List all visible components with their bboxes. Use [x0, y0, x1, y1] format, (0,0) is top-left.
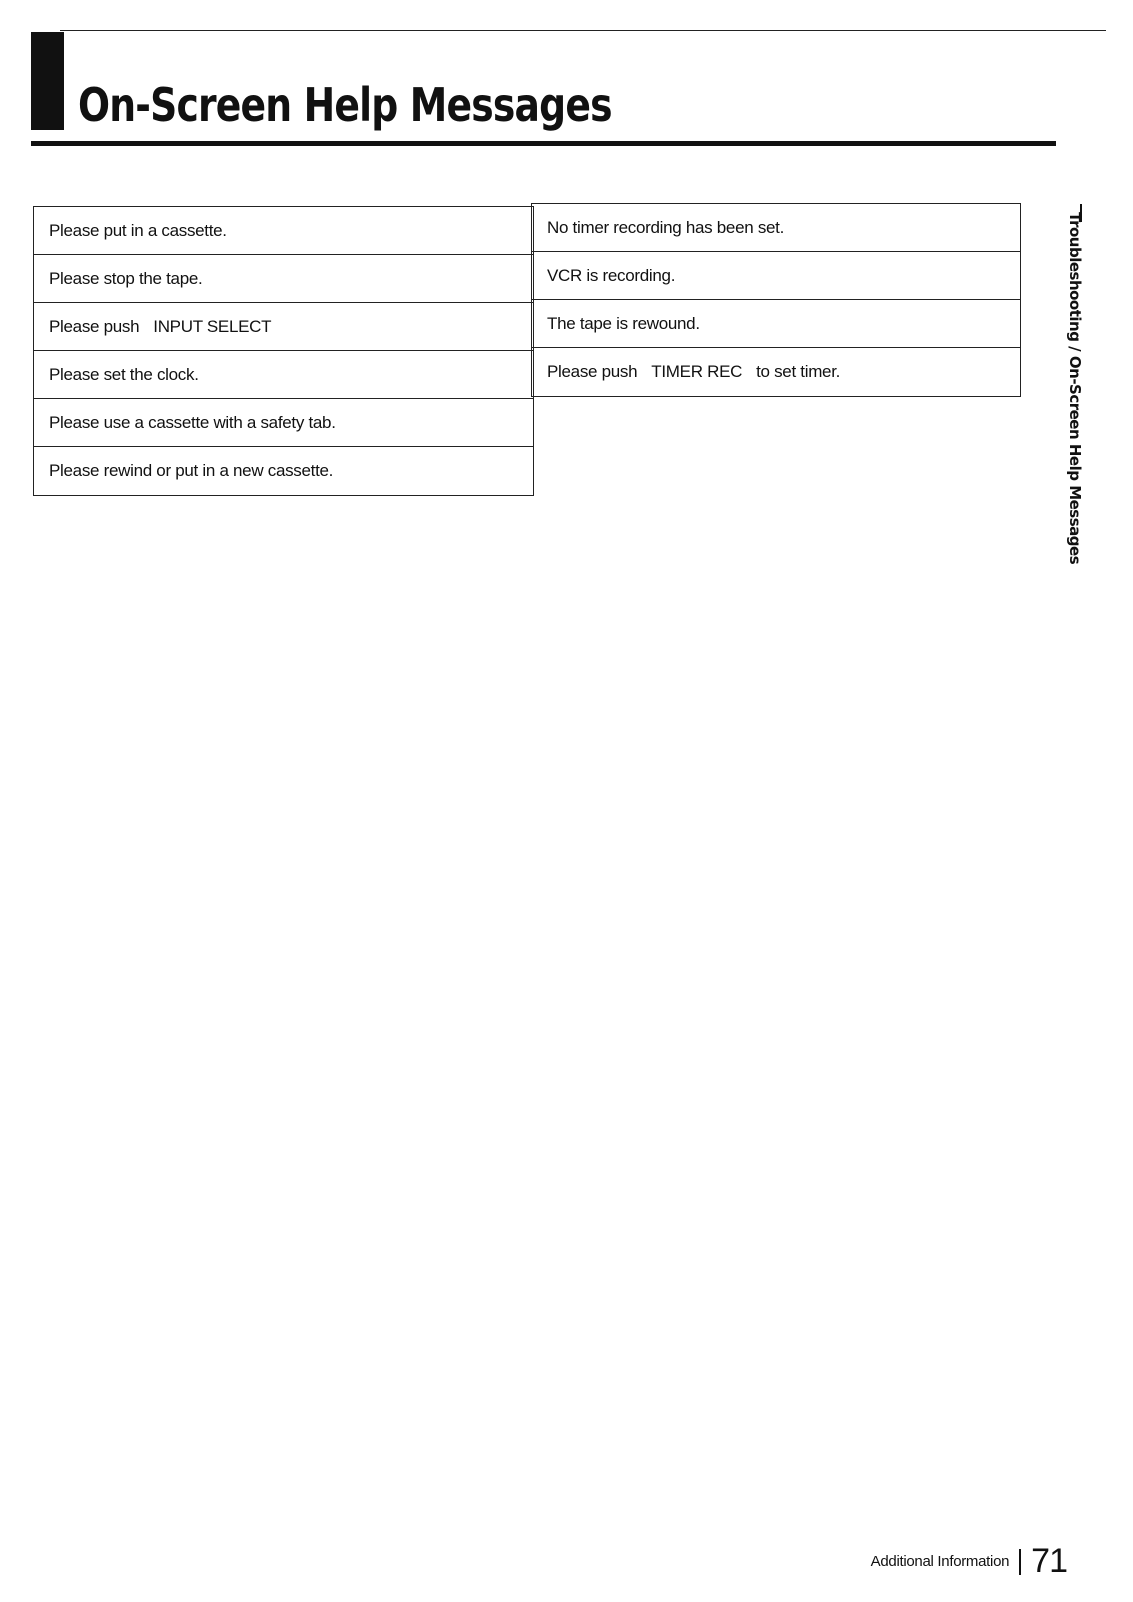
- footer-section-label: Additional Information: [870, 1553, 1010, 1570]
- button-name: TIMER REC: [651, 362, 743, 381]
- message-text: Please push: [547, 362, 638, 381]
- message-text: Please stop the tape.: [49, 268, 203, 288]
- message-text: VCR is recording.: [547, 265, 676, 285]
- footer-divider: [1019, 1549, 1021, 1575]
- message-suffix: to set timer.: [756, 362, 841, 381]
- top-rule: [60, 30, 1106, 31]
- message-row: [34, 351, 533, 399]
- message-row: [532, 252, 1020, 300]
- message-row: [34, 255, 533, 303]
- message-text: The tape is rewound.: [547, 313, 700, 333]
- message-row: [34, 207, 533, 255]
- message-text: Please push: [49, 316, 140, 336]
- message-text: Please use a cassette with a safety tab.: [49, 412, 336, 432]
- title-underline: [31, 141, 1056, 146]
- message-row: [532, 300, 1020, 348]
- message-text: Please put in a cassette.: [49, 220, 227, 240]
- message-row: [532, 204, 1020, 252]
- page-footer: [871, 1542, 1067, 1581]
- page-title: On-Screen Help Messages: [78, 78, 612, 132]
- chapter-tab-block: [31, 32, 64, 130]
- side-section-label: Troubleshooting / On-Screen Help Messages: [1066, 212, 1084, 565]
- button-name: INPUT SELECT: [153, 316, 272, 336]
- message-text: No timer recording has been set.: [547, 217, 785, 237]
- messages-table-right: [531, 203, 1021, 397]
- messages-table-left: [33, 206, 534, 496]
- message-row: [34, 303, 533, 351]
- message-row: [34, 399, 533, 447]
- message-row: [34, 447, 533, 495]
- message-row: [532, 348, 1020, 396]
- page-number: 71: [1031, 1542, 1067, 1580]
- message-text: Please rewind or put in a new cassette.: [49, 461, 334, 480]
- message-text: Please set the clock.: [49, 364, 199, 384]
